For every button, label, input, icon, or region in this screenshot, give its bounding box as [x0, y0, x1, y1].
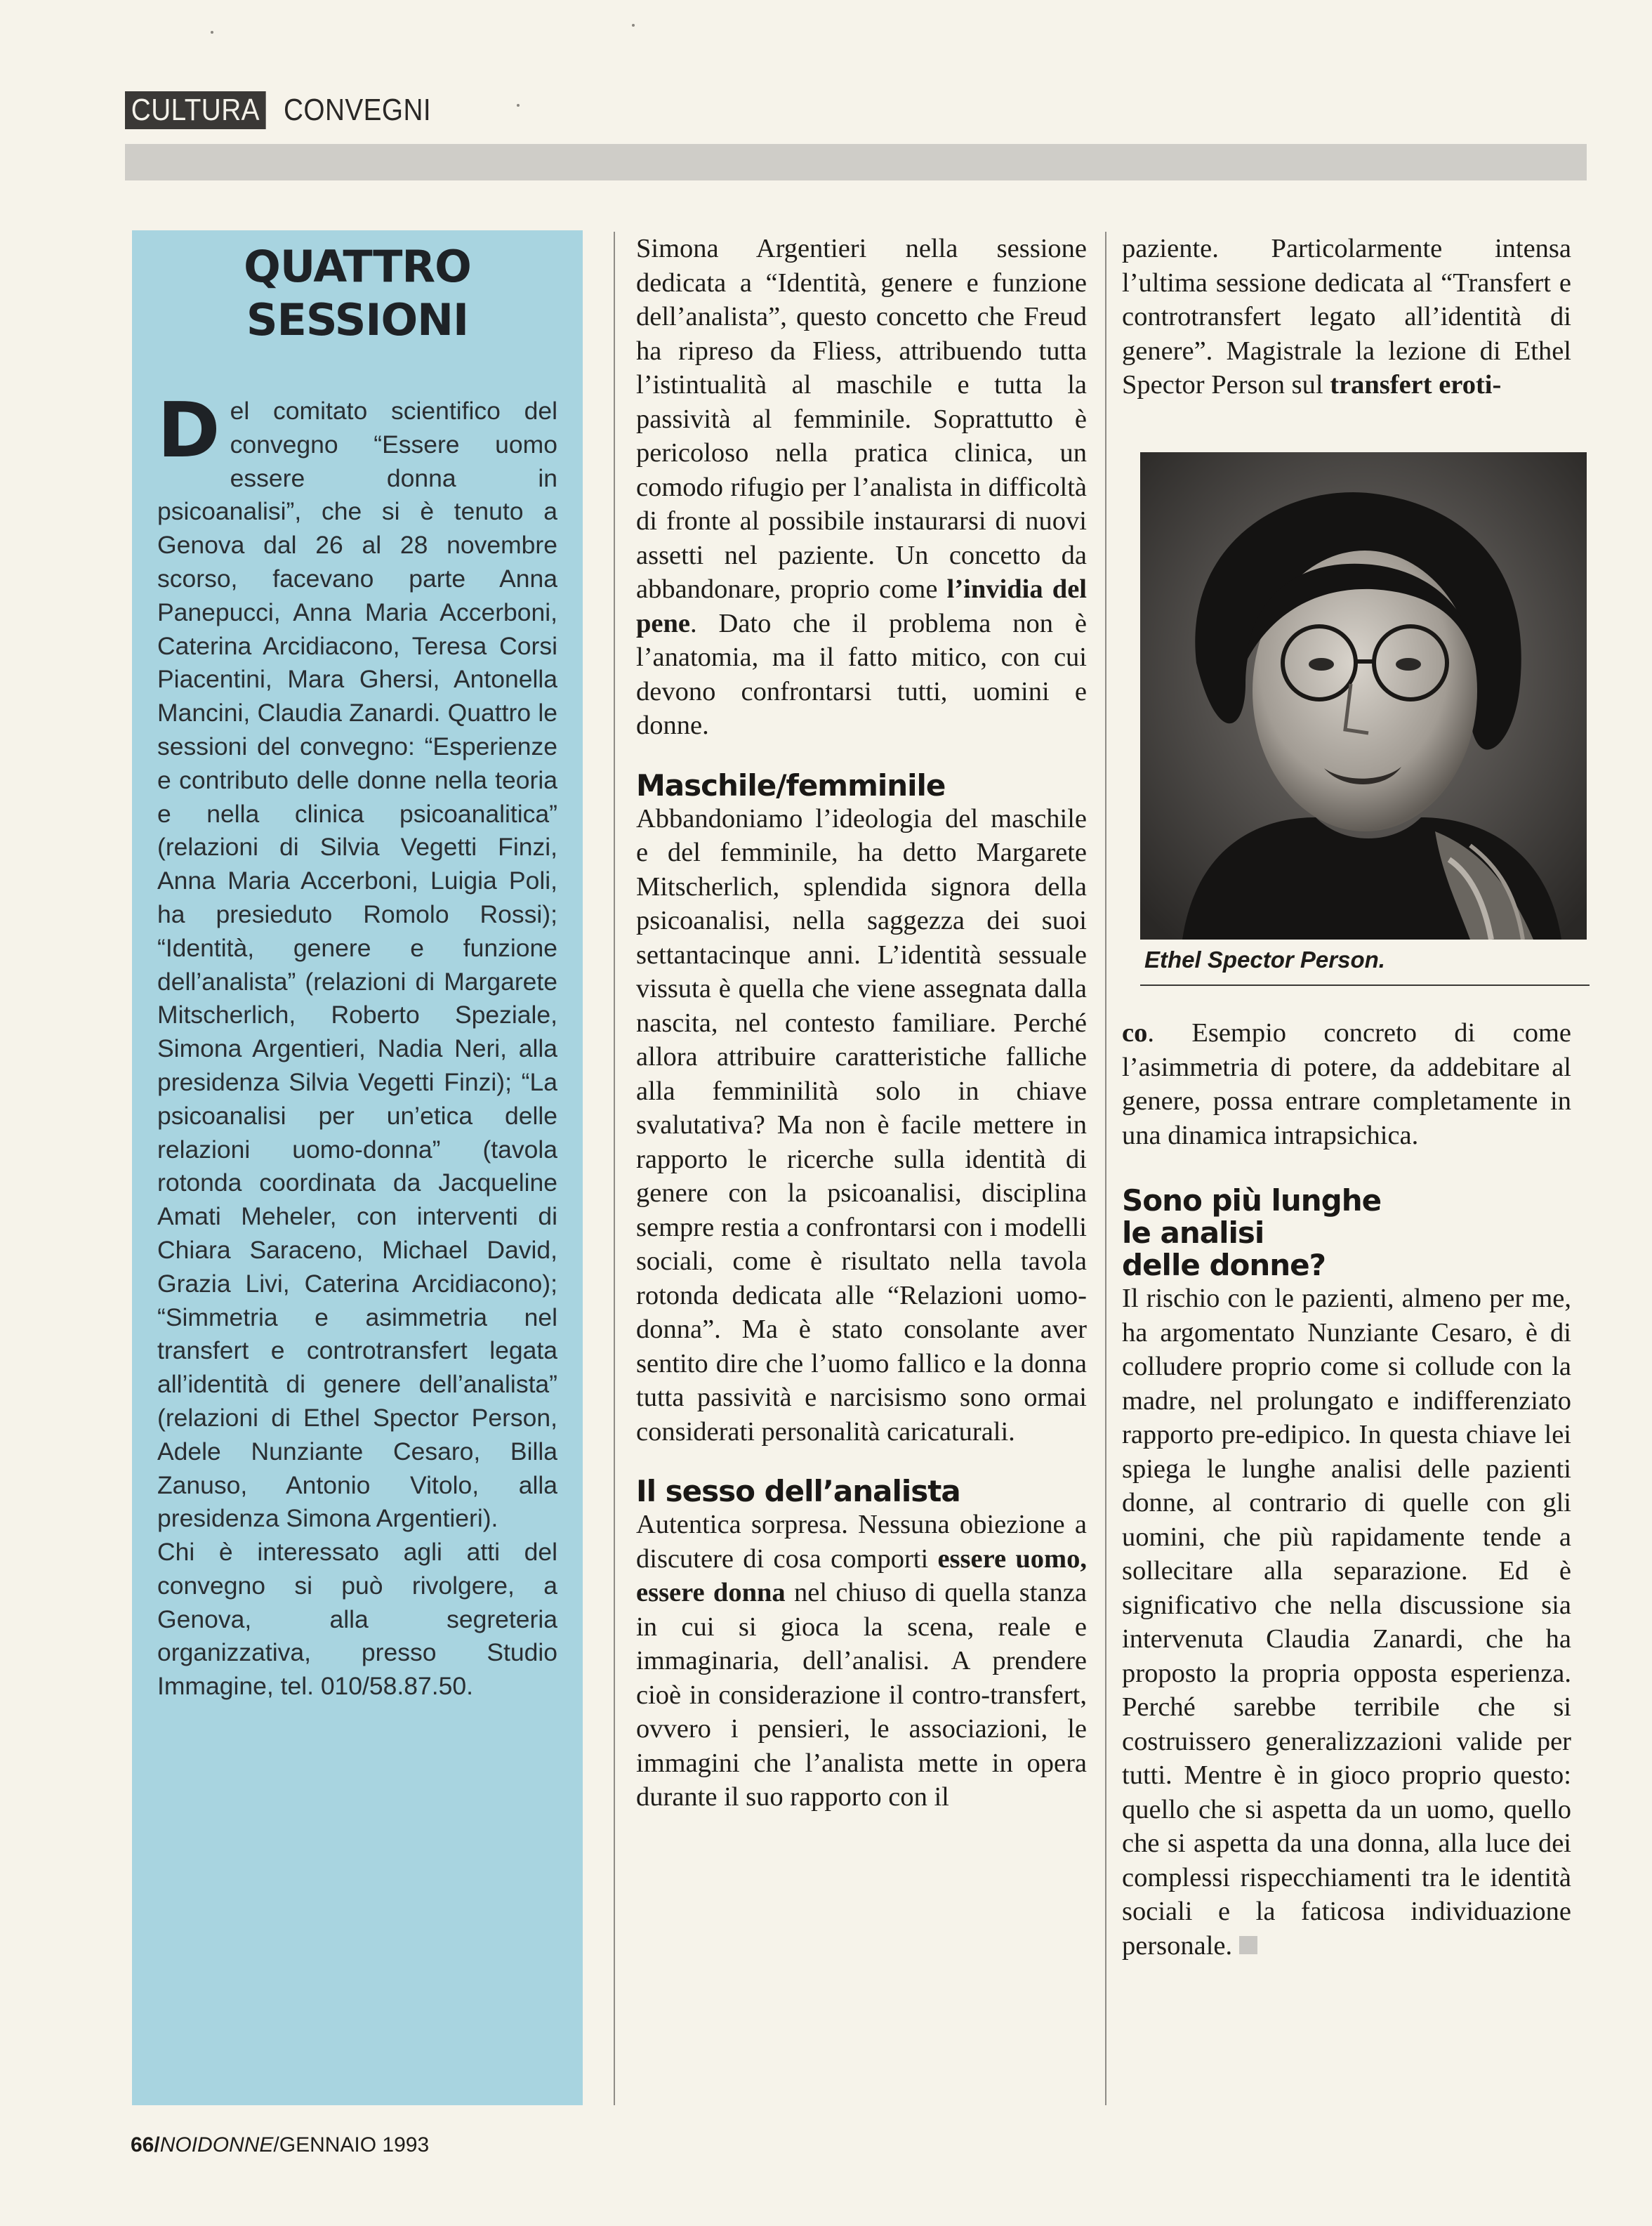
subsection-tag: CONVEGNI: [284, 93, 432, 127]
section-tag: CULTURA: [125, 91, 266, 129]
photo-caption: Ethel Spector Person.: [1144, 947, 1385, 973]
paragraph: Il rischio con le pazienti, almeno per me, ha argomentato Nunziante Cesaro, è di colludere proprio come si collude con la madre, nel prolungato e indifferenziato rapporto pre-edipico. In questa chiave lei spiega le lunghe analisi delle pazienti donne, al contrario di quelle con gli uomini, che più rapidamente tende a sollecitare alla separazione. Ed è significativo che nella discussione sia intervenuta Claudia Zanardi, che ha proposto la propria opposta esperienza. Perché sarebbe terribile che si costruissero generalizzazioni valide per tutti. Mentre è in gioco proprio questo: quello che si aspetta da un uomo, quello che si aspetta da una donna, alla luce dei complessi rispecchiamenti tra le identità sociali e la faticosa individuazione personale.: [1122, 1284, 1571, 1961]
article-column-3-bottom: [1122, 1016, 1571, 1963]
page-number: 66/: [131, 2133, 160, 2156]
bold-phrase: co: [1122, 1018, 1148, 1048]
caption-rule: [1140, 984, 1590, 986]
drop-cap: D: [157, 387, 220, 475]
paragraph: co. Esempio concreto di come l’asimmetria di potere, da addebitare al genere, possa entrare completamente in una dinamica intrapsichica.: [1122, 1018, 1571, 1150]
header-rule-bar: [125, 144, 1587, 180]
print-speck: [211, 31, 213, 34]
section-header: [125, 91, 451, 129]
subheading: Il sesso dell’analista: [636, 1474, 960, 1508]
sidebar-title-line: SESSIONI: [246, 294, 469, 345]
paragraph: Autentica sorpresa. Nessuna obiezione a discutere di cosa comporti essere uomo, essere donna nel chiuso di quella stanza in cui si gioca la scena, reale e immaginaria, dell’analisi. A prendere cioè in considerazione il contro-transfert, ovvero i pensieri, le associazioni, le immagini che l’analista mette in opera durante il suo rapporto con il: [636, 1510, 1087, 1812]
bold-phrase: transfert eroti-: [1330, 370, 1502, 400]
sidebar-title: [157, 240, 557, 347]
print-speck: [632, 24, 635, 27]
article-column-2: [636, 232, 1087, 1815]
column-divider: [614, 232, 615, 2105]
sidebar-body: [157, 387, 557, 1704]
column-divider: [1105, 232, 1106, 2105]
portrait-illustration: [1140, 452, 1587, 940]
print-speck: [517, 104, 520, 107]
paragraph: Abbandoniamo l’ideologia del maschile e del femminile, ha detto Margarete Mitscherlich, splendida signora della psicoanalisi, nella saggezza dei suoi settantacinque anni. L’identità sessuale vissuta è quella che viene assegnata dalla nascita, nel contesto familiare. Perché allora attribuire caratteristiche falliche alla femminilità solo in chiave svalutativa? Ma non è facile mettere in rapporto le ricerche sulla identità di genere con la psicoanalisi, disciplina sempre restia a confrontarsi con i modelli sociali, come è risultato nella tavola rotonda dedicata alle “Relazioni uomo-donna”. Ma è stato consolante aver sentito dire che l’uomo fallico e la donna tutta passività e narcisismo sono ormai considerati personalità caricaturali.: [636, 803, 1087, 1447]
sidebar-contact: Chi è interessato agli atti del convegno si può rivolgere, a Genova, alla segreteria organizzativa, presso Studio Immagine, tel. 010/58.87.50.: [157, 1538, 557, 1701]
sidebar-title-line: QUATTRO: [244, 241, 471, 292]
paragraph: paziente. Particolarmente intensa l’ultima sessione dedicata al “Transfert e controtransfert legato all’identità di genere”. Magistrale la lezione di Ethel Spector Person sul transfert eroti-: [1122, 234, 1571, 400]
sidebar-text: el comitato scientifico del convegno “Essere uomo essere donna in psicoanalisi”, che si è tenuto a Genova dal 26 al 28 novembre scorso, facevano parte Anna Panepucci, Anna Maria Accerboni, Caterina Arcidiacono, Teresa Corsi Piacentini, Mara Ghersi, Antonella Mancini, Claudia Zanardi. Quattro le sessioni del convegno: “Esperienze e contributo delle donne nella teoria e nella clinica psicoanalitica” (relazioni di Silvia Vegetti Finzi, Anna Maria Accerboni, Luigia Poli, ha presieduto Romolo Rossi); “Identità, genere e funzione dell’analista” (relazioni di Margarete Mitscherlich, Roberto Speziale, Simona Argentieri, Nadia Neri, alla presidenza Silvia Vegetti Finzi); “La psicoanalisi per un’etica delle relazioni uomo-donna” (tavola rotonda coordinata da Jacqueline Amati Meheler, con interventi di Chiara Saraceno, Michael David, Grazia Livi, Caterina Arcidiacono); “Simmetria e asimmetria nel transfert e controtransfert legata all’identità di genere dell’analista” (relazioni di Ethel Spector Person, Adele Nunziante Cesaro, Billa Zanuso, Antonio Vitolo, alla presidenza Simona Argentieri).: [157, 397, 557, 1533]
article-column-3-top: [1122, 232, 1571, 402]
issue-date: /GENNAIO 1993: [273, 2133, 430, 2156]
portrait-photo: [1140, 452, 1587, 940]
sidebar-box: [132, 230, 583, 2105]
paragraph: Simona Argentieri nella sessione dedicata a “Identità, genere e funzione dell’analista”, questo concetto che Freud ha ripreso da Fliess, attribuendo tutta l’istintualità al maschile e tutta la passività al femminile. Soprattutto è pericoloso nella pratica clinica, un comodo rifugio per l’analista in difficoltà di fronte al possibile instaurarsi di nuovi assetti nel paziente. Un concetto da abbandonare, proprio come l’invidia del pene. Dato che il problema non è l’anatomia, ma il fatto mitico, con cui devono confrontarsi tutti, uomini e donne.: [636, 234, 1087, 740]
subheading: Maschile/femminile: [636, 768, 946, 803]
bold-phrase: l’invidia del pene: [636, 574, 1087, 638]
end-mark-icon: [1239, 1936, 1257, 1954]
bold-phrase: essere uomo, essere donna: [636, 1543, 1087, 1607]
subheading: Sono più lunghe le analisi delle donne?: [1122, 1183, 1382, 1282]
magazine-name: NOIDONNE: [159, 2133, 274, 2156]
page-footer: [131, 2133, 429, 2157]
